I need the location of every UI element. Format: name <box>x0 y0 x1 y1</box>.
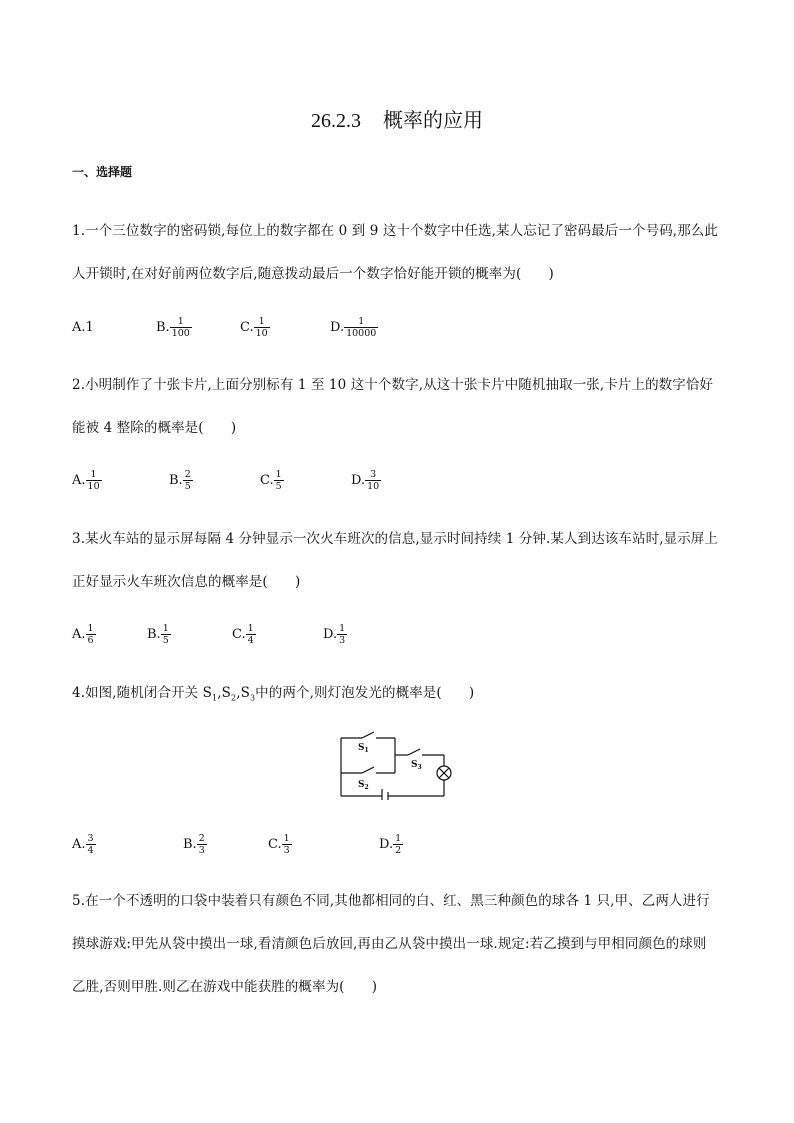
q3-option-d[interactable]: D. $\frac{1}{3}$ <box>323 622 346 646</box>
q2-line-2: 能被 4 整除的概率是( ) <box>72 420 237 436</box>
s3-label: $S_3$ <box>411 760 422 771</box>
fraction: $\frac{1}{4}$ <box>247 622 254 646</box>
page-title <box>0 104 794 133</box>
title-text: 概率的应用 <box>383 108 483 132</box>
q4-option-d[interactable]: D. $\frac{1}{2}$ <box>379 832 402 856</box>
fraction: $\frac{1}{3}$ <box>339 622 346 646</box>
fraction: $\frac{1}{3}$ <box>283 832 290 856</box>
fraction: $\frac{2}{3}$ <box>198 832 205 856</box>
q2-option-a[interactable]: A. $\frac{1}{10}$ <box>72 468 100 492</box>
fraction: $\frac{1}{5}$ <box>275 468 282 492</box>
q1-option-c[interactable]: C. $\frac{1}{10}$ <box>240 315 268 339</box>
fraction: $\frac{1}{10000}$ <box>346 315 377 339</box>
q2-option-b[interactable]: B. $\frac{2}{5}$ <box>169 468 191 492</box>
q4-option-a[interactable]: A. $\frac{3}{4}$ <box>72 832 94 856</box>
fraction: $\frac{1}{6}$ <box>87 622 94 646</box>
section-heading: 一、选择题 <box>72 165 133 179</box>
q3-option-b[interactable]: B. $\frac{1}{5}$ <box>147 622 169 646</box>
q5-line-1: 5.在一个不透明的口袋中装着只有颜色不同,其他都相同的白、红、黑三种颜色的球各 1 只,甲、乙两人进行 <box>72 893 710 909</box>
q1-line-1: 1.一个三位数字的密码锁,每位上的数字都在 0 到 9 这十个数字中任选,某人忘记了密码最后一个号码,那么此 <box>72 223 718 239</box>
q4-line-1: 4.如图,随机闭合开关 $S_1,S_2,S_3$中的两个,则灯泡发光的概率是( ) <box>72 685 475 703</box>
q3-option-c[interactable]: C. $\frac{1}{4}$ <box>232 622 254 646</box>
q5-line-3: 乙胜,否则甲胜.则乙在游戏中能获胜的概率为( ) <box>72 979 378 995</box>
q5-line-2: 摸球游戏:甲先从袋中摸出一球,看清颜色后放回,再由乙从袋中摸出一球.规定:若乙摸到与甲相同颜色的球则 <box>72 936 707 952</box>
q1-option-a[interactable]: A.1 <box>72 319 94 335</box>
fraction: $\frac{1}{10}$ <box>87 468 100 492</box>
section-number: 26.2.3 <box>311 110 361 132</box>
q2-option-d[interactable]: D. $\frac{3}{10}$ <box>351 468 380 492</box>
fraction: $\frac{1}{5}$ <box>162 622 169 646</box>
q1-option-b[interactable]: B. $\frac{1}{100}$ <box>156 315 190 339</box>
q3-line-1: 3.某火车站的显示屏每隔 4 分钟显示一次火车班次的信息,显示时间持续 1 分钟.某人到达该车站时,显示屏上 <box>72 531 718 547</box>
q1-option-d[interactable]: D. $\frac{1}{10000}$ <box>330 315 377 339</box>
fraction: $\frac{2}{5}$ <box>184 468 191 492</box>
fraction: $\frac{1}{10}$ <box>255 315 268 339</box>
q4-option-b[interactable]: B. $\frac{2}{3}$ <box>183 832 205 856</box>
q3-option-a[interactable]: A. $\frac{1}{6}$ <box>72 622 94 646</box>
fraction: $\frac{3}{10}$ <box>367 468 380 492</box>
q4-option-c[interactable]: C. $\frac{1}{3}$ <box>268 832 290 856</box>
s1-label: $S_1$ <box>358 743 369 754</box>
q2-line-1: 2.小明制作了十张卡片,上面分别标有 1 至 10 这十个数字,从这十张卡片中随机抽取一张,卡片上的数字恰好 <box>72 377 714 393</box>
s2-label: $S_2$ <box>358 780 369 791</box>
q3-line-2: 正好显示火车班次信息的概率是( ) <box>72 574 301 590</box>
fraction: $\frac{1}{100}$ <box>171 315 190 339</box>
q2-option-c[interactable]: C. $\frac{1}{5}$ <box>260 468 282 492</box>
fraction: $\frac{1}{2}$ <box>395 832 402 856</box>
fraction: $\frac{3}{4}$ <box>87 832 94 856</box>
circuit-diagram <box>338 728 458 800</box>
q1-line-2: 人开锁时,在对好前两位数字后,随意拨动最后一个数字恰好能开锁的概率为( ) <box>72 266 554 282</box>
